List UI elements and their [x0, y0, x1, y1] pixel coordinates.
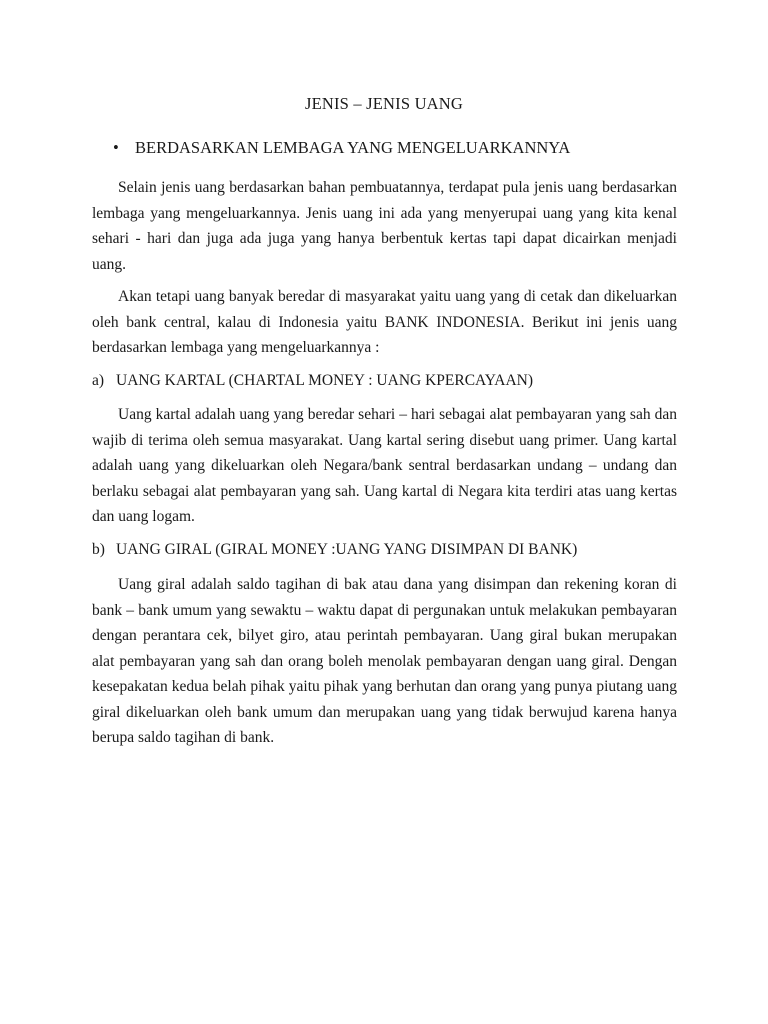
- subsection-heading-giral: [92, 540, 577, 560]
- paragraph-bank-central: Akan tetapi uang banyak beredar di masyarakat yaitu uang yang di cetak dan dikeluarkan oleh bank central, kalau di Indonesia yaitu BANK INDONESIA. Berikut ini jenis uang berdasarkan lembaga yang mengeluarkannya :: [92, 288, 677, 356]
- paragraph-intro: Selain jenis uang berdasarkan bahan pembuatannya, terdapat pula jenis uang berdasarkan lembaga yang mengeluarkannya. Jenis uang ini ada yang menyerupai uang yang kita kenal sehari - hari dan juga ada juga yang hanya berbentuk kertas tapi dapat dicairkan menjadi uang.: [92, 179, 677, 273]
- subsection-heading-text: UANG GIRAL (GIRAL MONEY :UANG YANG DISIMPAN DI BANK): [116, 541, 578, 558]
- list-marker: a): [92, 372, 105, 389]
- document-title: JENIS – JENIS UANG: [304, 94, 464, 113]
- bullet-icon: •: [113, 138, 119, 157]
- paragraph-uang-giral: Uang giral adalah saldo tagihan di bak atau dana yang disimpan dan rekening koran di bank – bank umum yang sewaktu – waktu dapat di pergunakan untuk melakukan pembayaran dengan perantara cek, bilyet giro, atau perintah pembayaran. Uang giral bukan merupakan alat pembayaran yang sah dan orang boleh menolak pembayaran dengan uang giral. Dengan kesepakatan kedua belah pihak yaitu pihak yang berhutan dan orang yang punya piutang uang giral dikeluarkan oleh bank umum dan merupakan uang yang tidak berwujud karena hanya berupa saldo tagihan di bank.: [92, 576, 677, 746]
- section-heading-text: BERDASARKAN LEMBAGA YANG MENGELUARKANNYA: [135, 138, 571, 157]
- list-marker: b): [92, 541, 105, 558]
- section-heading: [113, 138, 570, 158]
- subsection-heading-kartal: [92, 371, 533, 391]
- paragraph-uang-kartal: Uang kartal adalah uang yang beredar sehari – hari sebagai alat pembayaran yang sah dan wajib di terima oleh semua masyarakat. Uang kartal sering disebut uang primer. Uang kartal adalah uang yang dikeluarkan oleh Negara/bank sentral berdasarkan undang – undang dan berlaku sebagai alat pembayaran yang sah. Uang kartal di Negara kita terdiri atas uang kertas dan uang logam.: [92, 406, 677, 525]
- subsection-heading-text: UANG KARTAL (CHARTAL MONEY : UANG KPERCAYAAN): [116, 372, 534, 389]
